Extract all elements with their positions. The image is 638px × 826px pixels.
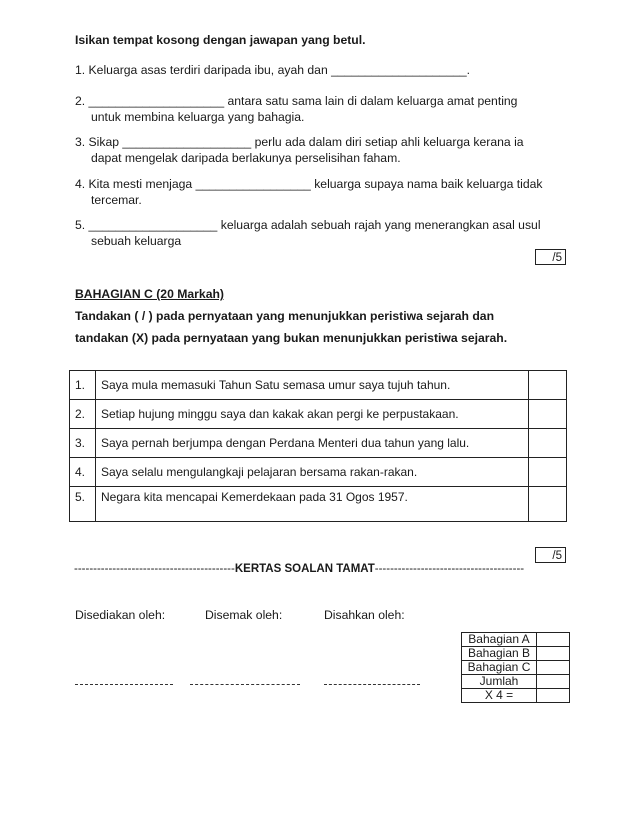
checked-by-label: Disemak oleh:	[205, 608, 283, 622]
row-number: 5.	[70, 487, 96, 522]
end-of-paper-line	[74, 563, 524, 575]
summary-label: Jumlah	[462, 675, 537, 689]
row-number: 3.	[70, 429, 96, 458]
summary-label: Bahagian A	[462, 633, 537, 647]
table-row	[462, 675, 570, 689]
instruction-text: Isikan tempat kosong dengan jawapan yang betul.	[75, 33, 366, 47]
summary-value[interactable]	[537, 689, 570, 703]
section-c-instruction-2: tandakan (X) pada pernyataan yang bukan menunjukkan peristiwa sejarah.	[75, 331, 508, 345]
answer-cell[interactable]	[529, 487, 567, 522]
prepared-by-signature-line[interactable]	[75, 684, 173, 685]
answer-cell[interactable]	[529, 429, 567, 458]
question-2: 2. ____________________ antara satu sama lain di dalam keluarga amat penting	[75, 94, 518, 108]
summary-value[interactable]	[537, 661, 570, 675]
approved-by-label: Disahkan oleh:	[324, 608, 405, 622]
table-row	[462, 633, 570, 647]
summary-label: X 4 =	[462, 689, 537, 703]
summary-value[interactable]	[537, 675, 570, 689]
table-row	[70, 458, 567, 487]
section-c-title: BAHAGIAN C (20 Markah)	[75, 287, 224, 301]
end-of-paper-text: KERTAS SOALAN TAMAT	[234, 563, 375, 575]
question-5: 5. ___________________ keluarga adalah sebuah rajah yang menerangkan asal usul	[75, 218, 541, 232]
statement-table	[69, 370, 567, 522]
table-row	[462, 661, 570, 675]
end-line-right-dashes: ---------------------------------------	[374, 563, 525, 575]
table-row	[70, 487, 567, 522]
prepared-by-label: Disediakan oleh:	[75, 608, 166, 622]
approved-by-signature-line[interactable]	[324, 684, 420, 685]
checked-by-signature-line[interactable]	[190, 684, 300, 685]
summary-label: Bahagian B	[462, 647, 537, 661]
statement-text: Negara kita mencapai Kemerdekaan pada 31 Ogos 1957.	[96, 487, 529, 522]
summary-value[interactable]	[537, 633, 570, 647]
score-box-c: /5	[535, 547, 566, 563]
table-row	[70, 429, 567, 458]
question-3: 3. Sikap ___________________ perlu ada dalam diri setiap ahli keluarga kerana ia	[75, 135, 524, 149]
question-5-cont: sebuah keluarga	[91, 234, 182, 248]
answer-cell[interactable]	[529, 400, 567, 429]
row-number: 2.	[70, 400, 96, 429]
statement-text: Setiap hujung minggu saya dan kakak akan pergi ke perpustakaan.	[96, 400, 529, 429]
question-2-cont: untuk membina keluarga yang bahagia.	[91, 110, 305, 124]
section-c-instruction-1: Tandakan ( / ) pada pernyataan yang menunjukkan peristiwa sejarah dan	[75, 309, 495, 323]
row-number: 4.	[70, 458, 96, 487]
table-row	[70, 371, 567, 400]
summary-label: Bahagian C	[462, 661, 537, 675]
table-row	[462, 647, 570, 661]
statement-text: Saya selalu mengulangkaji pelajaran bersama rakan-rakan.	[96, 458, 529, 487]
end-line-left-dashes: ------------------------------------------	[74, 563, 235, 575]
table-row	[462, 689, 570, 703]
summary-value[interactable]	[537, 647, 570, 661]
answer-cell[interactable]	[529, 458, 567, 487]
question-1: 1. Keluarga asas terdiri daripada ibu, ayah dan ____________________.	[75, 63, 471, 77]
score-box-b: /5	[535, 249, 566, 265]
statement-text: Saya pernah berjumpa dengan Perdana Menteri dua tahun yang lalu.	[96, 429, 529, 458]
score-summary-table	[461, 632, 570, 703]
table-row	[70, 400, 567, 429]
statement-text: Saya mula memasuki Tahun Satu semasa umur saya tujuh tahun.	[96, 371, 529, 400]
question-3-cont: dapat mengelak daripada berlakunya perselisihan faham.	[91, 151, 401, 165]
row-number: 1.	[70, 371, 96, 400]
answer-cell[interactable]	[529, 371, 567, 400]
question-4: 4. Kita mesti menjaga _________________ keluarga supaya nama baik keluarga tidak	[75, 177, 543, 191]
question-4-cont: tercemar.	[91, 193, 142, 207]
